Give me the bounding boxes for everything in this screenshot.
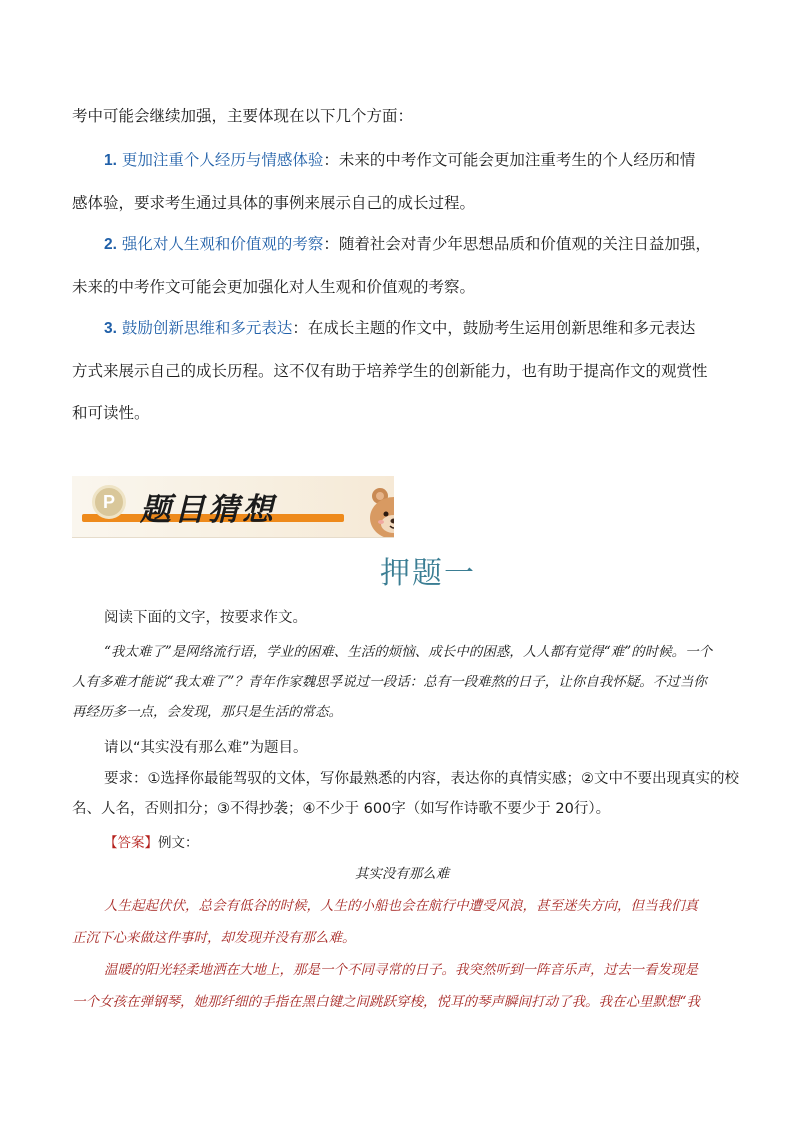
task-requirements [72, 764, 739, 824]
point-3-paragraph [72, 314, 732, 427]
point-2-text: ：随着社会对青少年思想品质和价值观的关注日益加强， [323, 235, 711, 253]
prompt-text: 请以“其实没有那么难”为题目。 [104, 740, 308, 756]
intro-line: 考中可能会继续加强，主要体现在以下几个方面： [72, 107, 414, 125]
essay-line: 正沉下心来做这件事时，却发现并没有那么难。 [72, 930, 356, 946]
intro-paragraph [72, 102, 732, 130]
section-subtitle: 押题一 [380, 556, 476, 591]
essay [72, 858, 732, 1018]
point-1-text-cont: 感体验，要求考生通过具体的事例来展示自己的成长过程。 [72, 194, 476, 212]
requirements-line: 名、人名，否则扣分；③不得抄袭；④不少于 600字（如写作诗歌不要少于 20行）。 [72, 801, 611, 817]
point-1-title: 更加注重个人经历与情感体验 [121, 151, 324, 169]
bear-icon [368, 486, 394, 538]
essay-line: 一个女孩在弹钢琴，她那纤细的手指在黑白键之间跳跃穿梭，悦耳的琴声瞬间打动了我。我在心里默想“我 [72, 994, 700, 1010]
point-1-text: ：未来的中考作文可能会更加注重考生的个人经历和情 [323, 151, 696, 169]
requirements-line: 要求：①选择你最能驾驭的文体，写你最熟悉的内容，表达你的真情实感；②文中不要出现真实的校 [104, 771, 739, 787]
point-2-paragraph [72, 230, 732, 301]
point-3-title: 鼓励创新思维和多元表达 [121, 319, 293, 337]
banner-title: 题目猜想 [140, 492, 276, 528]
quote-line: 再经历多一点，会发现，那只是生活的常态。 [72, 704, 342, 720]
essay-line: 温暖的阳光轻柔地洒在大地上，那是一个不同寻常的日子。我突然听到一阵音乐声，过去一看发现是 [104, 962, 698, 978]
quote-line: “我太难了”是网络流行语，学业的困难、生活的烦恼、成长中的困惑，人人都有觉得“难”的时候。一个 [104, 644, 713, 660]
task-prompt [72, 734, 732, 762]
answer-example-label: 例文： [158, 835, 199, 851]
task-instruction [72, 604, 732, 632]
point-2-text-cont: 未来的中考作文可能会更加强化对人生观和价值观的考察。 [72, 278, 476, 296]
coin-icon: P [92, 485, 126, 519]
point-1-paragraph [72, 146, 732, 217]
essay-line: 人生起起伏伏，总会有低谷的时候，人生的小船也会在航行中遭受风浪，甚至迷失方向，但当我们真 [104, 898, 698, 914]
point-3-text-cont: 方式来展示自己的成长历程。这不仅有助于培养学生的创新能力，也有助于提高作文的观赏性 [72, 362, 708, 380]
quote-line: 人有多难才能说“我太难了”？青年作家魏思孚说过一段话：总有一段难熬的日子，让你自我怀疑。不过当你 [72, 674, 707, 690]
instruction-text: 阅读下面的文字，按要求作文。 [104, 610, 307, 626]
point-1-number: 1. [104, 152, 117, 169]
essay-title: 其实没有那么难 [354, 866, 450, 882]
section-banner [72, 476, 394, 538]
quote-block [72, 637, 732, 727]
answer-label [72, 828, 732, 858]
point-3-text-end: 和可读性。 [72, 404, 150, 422]
point-3-text: ：在成长主题的作文中，鼓励考生运用创新思维和多元表达 [292, 319, 696, 337]
point-2-number: 2. [104, 236, 117, 253]
point-3-number: 3. [104, 320, 117, 337]
point-2-title: 强化对人生观和价值观的考察 [121, 235, 324, 253]
answer-tag: 【答案】 [104, 835, 158, 851]
